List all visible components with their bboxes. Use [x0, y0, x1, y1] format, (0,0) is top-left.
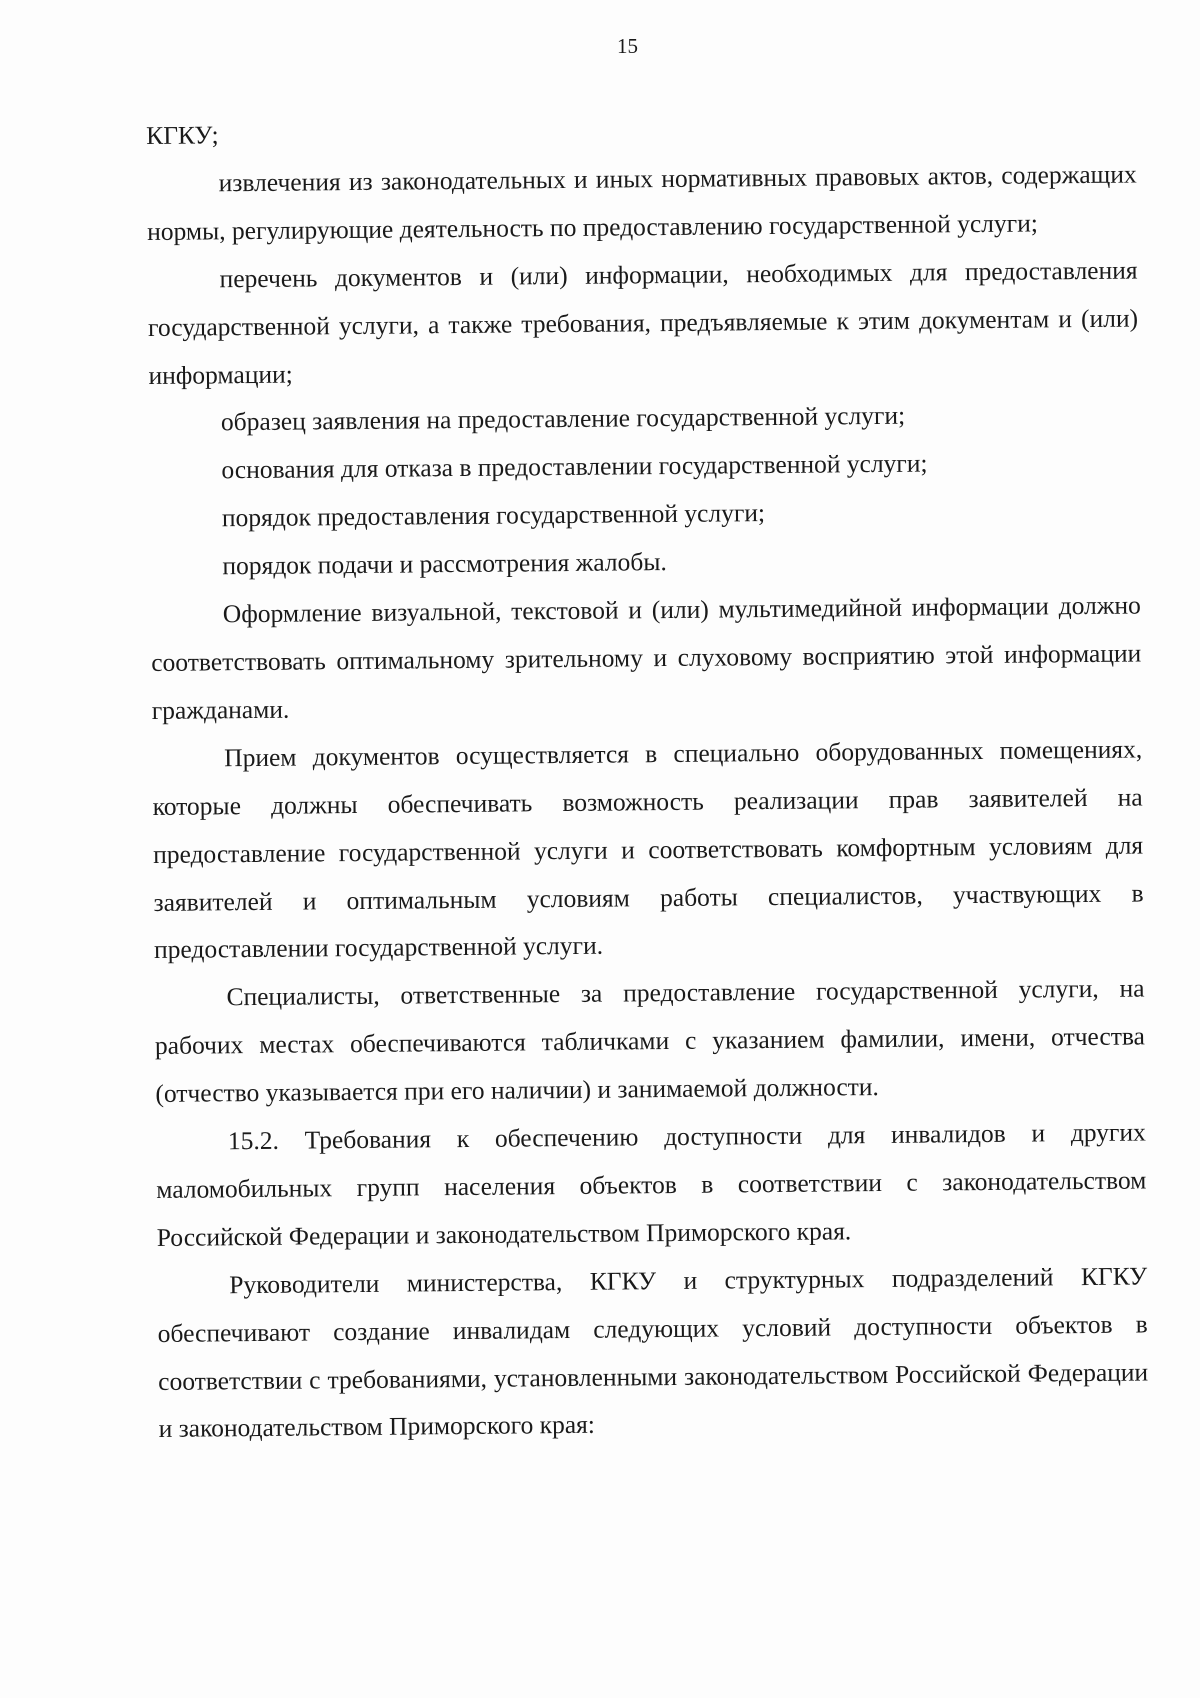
paragraph-specialists-nameplates: Специалисты, ответственные за предоставление государственной услуги, на рабочих местах обеспечиваются табличками с указанием фамилии, имени, отчества (отчество указывается при его наличии) и занимаемой должности.	[154, 973, 1146, 1109]
paragraph-information-design: Оформление визуальной, текстовой и (или) мультимедийной информации должно соответствовать оптимальному зрительному и слуховому восприятию этой информации гражданами.	[151, 590, 1142, 725]
paragraph-accessibility-conditions: Руководители министерства, КГКУ и структурных подразделений КГКУ обеспечивают создание инвалидам следующих условий доступности объектов в соответствии с требованиями, установленными законодательством Российской Федерации и законодательством Приморского края:	[157, 1261, 1149, 1444]
paragraph-kgku-continuation: КГКУ;	[146, 120, 219, 150]
paragraph-document-reception: Прием документов осуществляется в специально оборудованных помещениях, которые должны обеспечивать возможность реализации прав заявителей на предоставление государственной услуги и соответствовать комфортным условиям для заявителей и оптимальным условиям работы специалистов, участвующих в предоставлении государственной услуги.	[152, 734, 1144, 965]
paragraph-service-procedure: порядок предоставления государственной услуги;	[221, 498, 766, 533]
page-number: 15	[617, 34, 638, 58]
paragraph-complaint-procedure: порядок подачи и рассмотрения жалобы.	[222, 547, 667, 581]
document-body	[146, 102, 1149, 1453]
paragraph-document-list: перечень документов и (или) информации, необходимых для предоставления государственной услуги, а также требования, предъявляемые к этим документам и (или) информации;	[147, 255, 1139, 390]
paragraph-section-15-2: 15.2. Требования к обеспечению доступности для инвалидов и других маломобильных групп населения объектов в соответствии с законодательством Российской Федерации и законодательством Приморского края.	[156, 1117, 1147, 1252]
paragraph-application-sample: образец заявления на предоставление государственной услуги;	[220, 401, 906, 437]
paragraph-legal-extracts: извлечения из законодательных и иных нормативных правовых актов, содержащих нормы, регулирующие деятельность по предоставлению государственной услуги;	[147, 159, 1137, 246]
paragraph-refusal-grounds: основания для отказа в предоставлении государственной услуги;	[221, 448, 928, 485]
